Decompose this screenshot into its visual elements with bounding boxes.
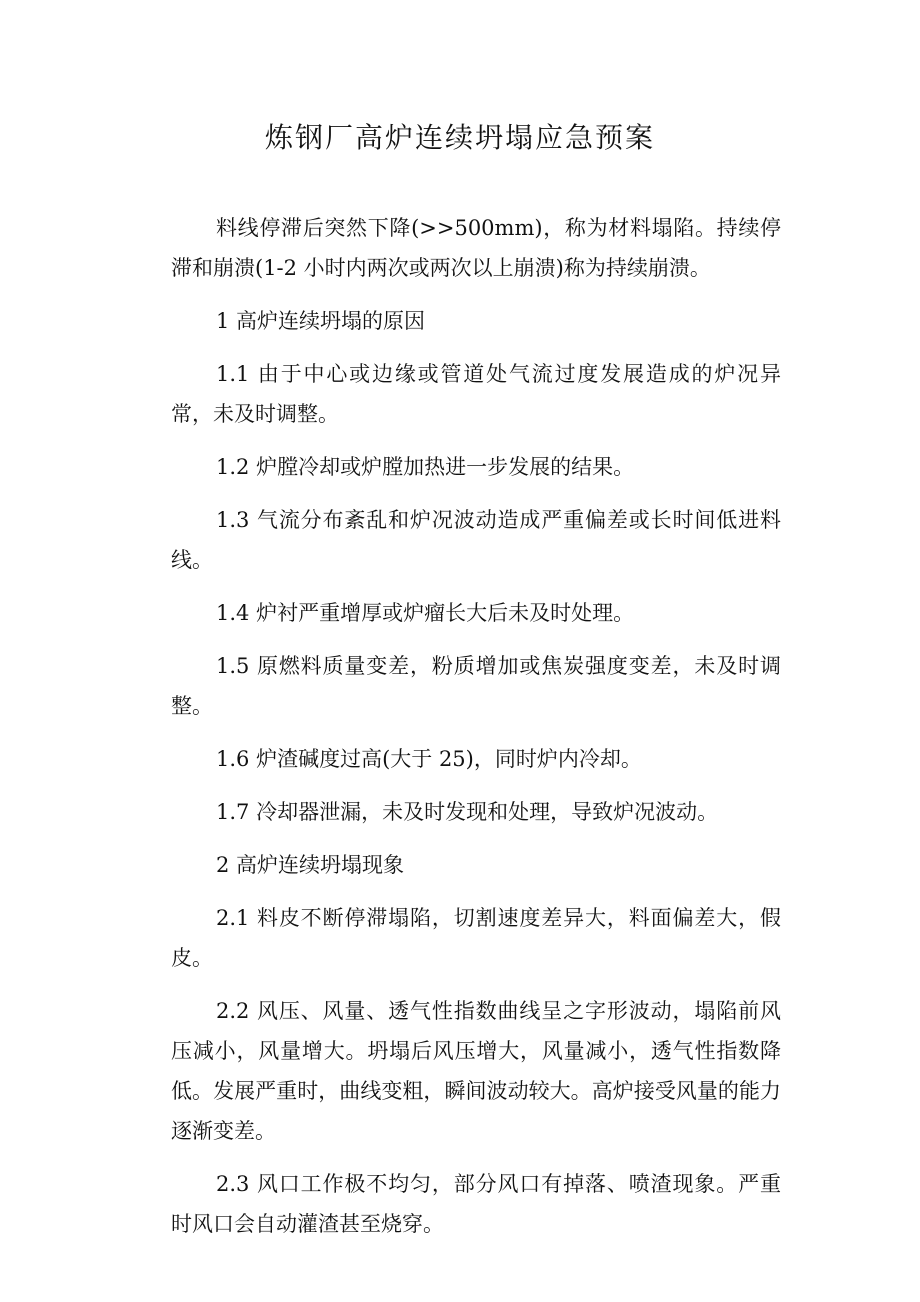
section-heading: 1 高炉连续坍塌的原因 [216,309,426,333]
paragraph: 2.2 风压、风量、透气性指数曲线呈之字形波动，塌陷前风压减小，风量增大。坍塌后风压增大，风量减小，透气性指数降低。发展严重时，曲线变粗，瞬间波动较大。高炉接受风量的能力逐渐变差。 [171,999,781,1143]
paragraph: 料线停滞后突然下降(>>500mm)，称为材料塌陷。持续停滞和崩溃(1-2 小时内两次或两次以上崩溃)称为持续崩溃。 [171,216,781,280]
paragraph: 1.4 炉衬严重增厚或炉瘤长大后未及时处理。 [216,601,635,625]
paragraph: 2.1 料皮不断停滞塌陷，切割速度差异大，料面偏差大，假皮。 [171,906,781,970]
paragraph: 2.3 风口工作极不均匀，部分风口有掉落、喷渣现象。严重时风口会自动灌渣甚至烧穿。 [171,1172,781,1236]
paragraph: 1.3 气流分布紊乱和炉况波动造成严重偏差或长时间低进料线。 [171,508,781,572]
paragraph: 1.1 由于中心或边缘或管道处气流过度发展造成的炉况异常，未及时调整。 [171,362,781,426]
paragraph: 1.5 原燃料质量变差，粉质增加或焦炭强度变差，未及时调整。 [171,654,781,718]
paragraph: 1.7 冷却器泄漏，未及时发现和处理，导致炉况波动。 [216,800,719,824]
document-title: 炼钢厂高炉连续坍塌应急预案 [264,121,655,154]
paragraph: 1.2 炉膛冷却或炉膛加热进一步发展的结果。 [216,455,635,479]
section-heading: 2 高炉连续坍塌现象 [216,853,405,877]
document-body [171,208,781,1257]
paragraph: 1.6 炉渣碱度过高(大于 25)，同时炉内冷却。 [216,747,642,771]
